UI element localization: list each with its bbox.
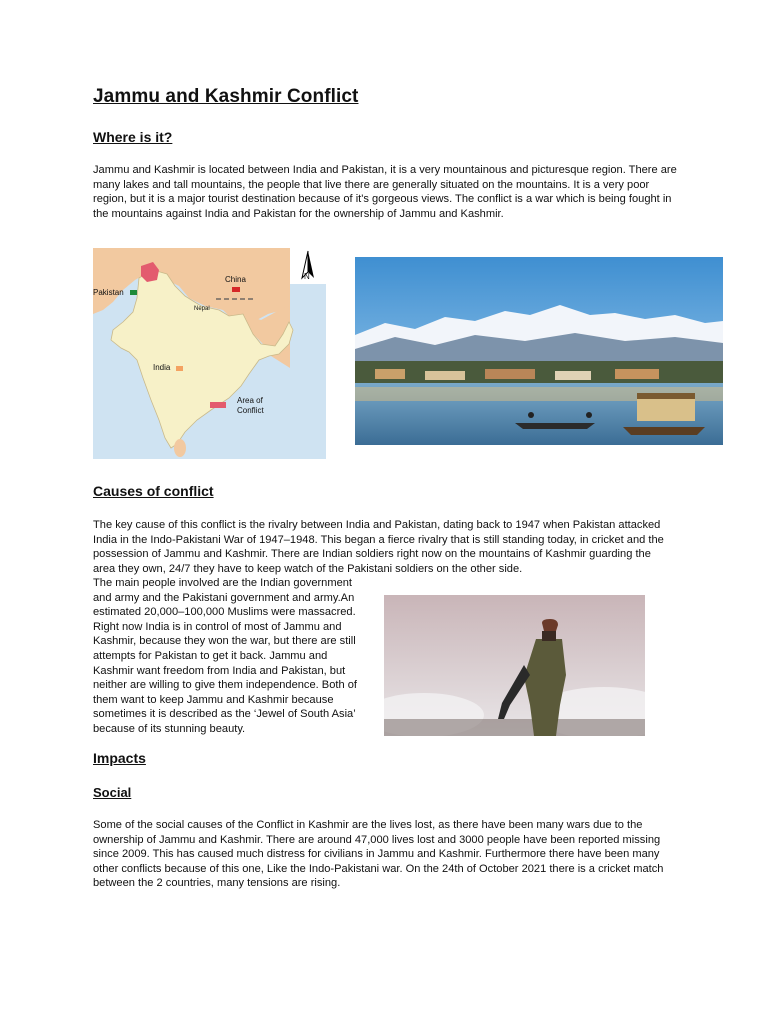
heading-where-is-it: Where is it? — [93, 129, 173, 145]
paragraph-social: Some of the social causes of the Conflict in Kashmir are the lives lost, as there have been many wars due to the ownership of Jammu and Kashmir. There are around 47,000 lives lost and 3000 people have been reported missing since 2009. This has caused much distress for civilians in Jammu and Kashmir. Furthermore there have been many other conflicts because of this one, Like the Indo-Pakistani war. On the 24th of October 2021 there is a cricket match between the 2 countries, many tensions are rising. — [93, 819, 664, 890]
page-title: Jammu and Kashmir Conflict — [93, 86, 359, 107]
paragraph-causes-detail: The main people involved are the Indian government and army and the Pakistani government and army.An estimated 20,000–100,000 Muslims were massacred. Right now India is in control of most of Jammu and Kashmir, because they won the war, but there are still attempts for Pakistan to get it back. Jammu and Kashmir want freedom from India and Pakistan, but neither are willing to give them independence. Both of them want to keep Jammu and Kashmir because sometimes it is described as the ‘Jewel of South Asia’ because of its stunning beauty. — [93, 577, 357, 735]
kashmir-lake-photo — [355, 257, 723, 445]
soldier-photo — [384, 595, 645, 736]
map-legend-label: Area of Conflict — [237, 396, 264, 415]
map-label-pakistan: Pakistan — [93, 288, 124, 297]
north-label: N — [304, 272, 310, 281]
map-label-india: India — [153, 363, 171, 372]
heading-causes-of-conflict: Causes of conflict — [93, 483, 214, 499]
heading-impacts: Impacts — [93, 750, 146, 766]
map-label-china: China — [225, 275, 246, 284]
paragraph-where-is-it: Jammu and Kashmir is located between India and Pakistan, it is a very mountainous and picturesque region. There are many lakes and tall mountains, the people that live there are generally situated on the mountains. It is a very poor region, but it is a major tourist destination because of it's gorgeous views. The conflict is a war which is being fought in the mountains against India and Pakistan for the ownership of Jammu and Kashmir. — [93, 164, 677, 220]
paragraph-causes-intro: The key cause of this conflict is the rivalry between India and Pakistan, dating back to 1947 when Pakistan attacked India in the Indo-Pakistani War of 1947–1948. This began a fierce rivalry that is still standing today, in cricket and the possession of Jammu and Kashmir. There are Indian soldiers right now on the mountains of Kashmir guarding the area they own, 24/7 they have to keep watch of the Pakistani soldiers on the other side. — [93, 519, 664, 575]
north-arrow-icon — [290, 248, 326, 284]
heading-social: Social — [93, 785, 132, 800]
map-label-nepal: Nepal — [194, 306, 210, 312]
